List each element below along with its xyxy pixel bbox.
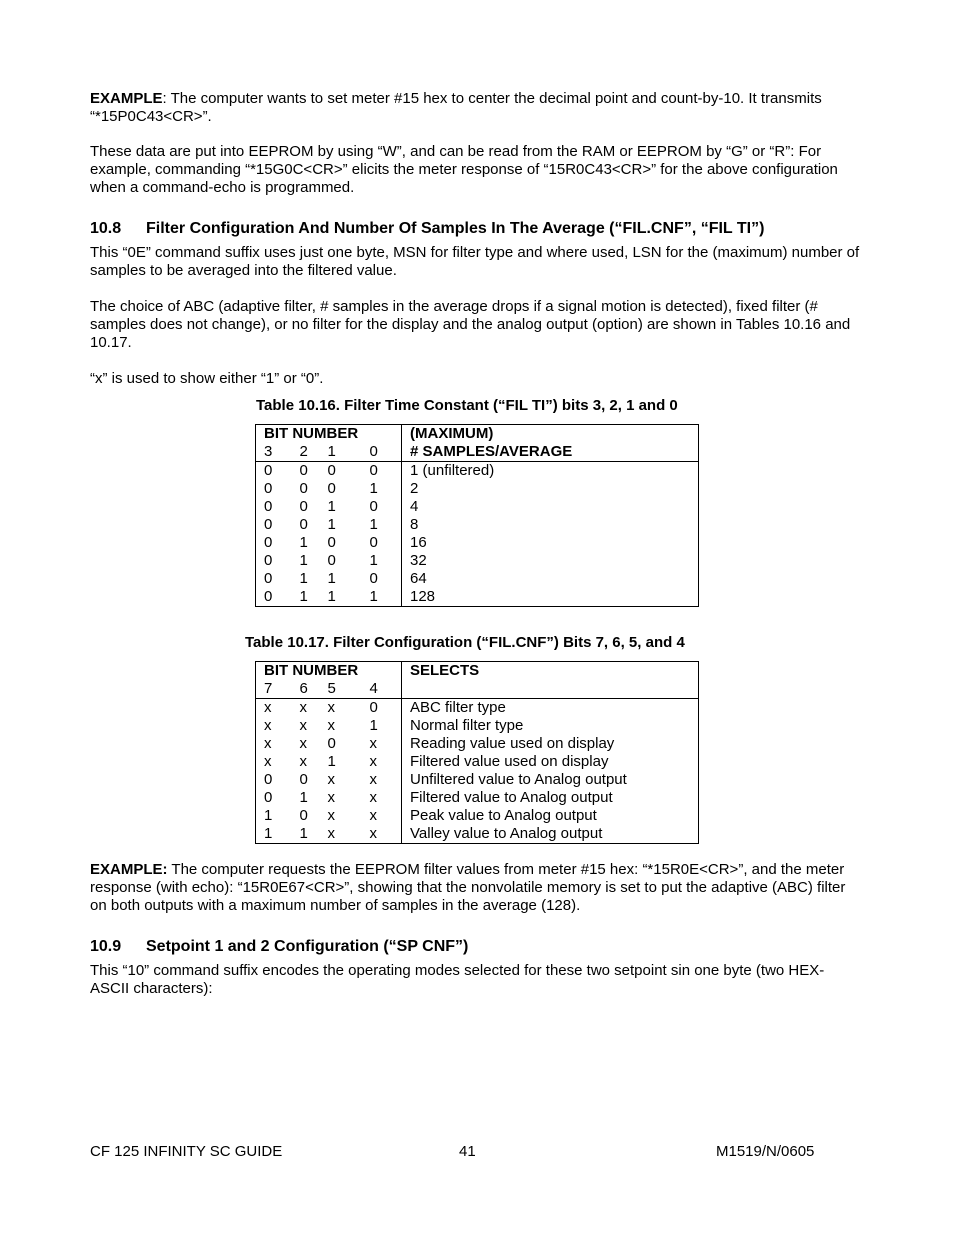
bit-cell: 0	[299, 498, 308, 515]
bit-cell: 0	[369, 498, 378, 515]
bit-cell: x	[327, 825, 335, 842]
eeprom-paragraph: These data are put into EEPROM by using “W”, and can be read from the RAM or EEPROM by “G” or “R”: For example, commanding “*15G0C<CR>” elicits the meter response of “15R0C43<CR>” for the above configuration when a command-echo is programmed.	[90, 143, 838, 196]
bit-cell: 0	[299, 771, 308, 788]
value-cell: Unfiltered value to Analog output	[402, 771, 699, 789]
bit-cell: 1	[299, 552, 308, 569]
bit-cell: 0	[264, 480, 273, 497]
table-row	[256, 570, 699, 588]
bit-cell: 0	[327, 552, 336, 569]
value-cell: 32	[402, 552, 699, 570]
table-10-17	[255, 661, 699, 844]
value-cell: ABC filter type	[402, 699, 699, 718]
section-heading-10-9	[90, 937, 468, 957]
table-row	[256, 717, 699, 735]
bit-cell: 0	[299, 516, 308, 533]
samples-average-header: # SAMPLES/AVERAGE	[402, 443, 699, 462]
bit-header: 7	[256, 680, 292, 699]
selects-header: SELECTS	[402, 662, 699, 681]
bit-cell: 1	[299, 570, 308, 587]
maximum-header: (MAXIMUM)	[402, 425, 699, 444]
bit-cell: x	[327, 807, 335, 824]
value-cell: Filtered value to Analog output	[402, 789, 699, 807]
footer-page-number: 41	[459, 1143, 476, 1160]
bit-cell: x	[369, 771, 377, 788]
section-number: 10.9	[90, 938, 122, 955]
section-title: Setpoint 1 and 2 Configuration (“SP CNF”)	[146, 938, 469, 955]
value-cell: 4	[402, 498, 699, 516]
bit-cell: 1	[299, 789, 308, 806]
bit-cell: 0	[264, 588, 273, 605]
bit-header: 0	[362, 443, 402, 462]
table-row	[256, 699, 699, 718]
bit-cell: 0	[264, 462, 273, 479]
section-title: Filter Configuration And Number Of Samples In The Average (“FIL.CNF”, “FIL TI”)	[146, 220, 765, 237]
table-row	[256, 462, 699, 481]
table-row	[256, 480, 699, 498]
bit-cell: 0	[264, 534, 273, 551]
bit-cell: x	[369, 825, 377, 842]
bit-header: 6	[292, 680, 320, 699]
footer-title: CF 125 INFINITY SC GUIDE	[90, 1143, 283, 1160]
bit-cell: 1	[369, 588, 378, 605]
bit-cell: x	[264, 735, 272, 752]
bit-cell: 0	[264, 789, 273, 806]
value-cell: Normal filter type	[402, 717, 699, 735]
bit-header: 4	[362, 680, 402, 699]
table-row	[256, 516, 699, 534]
bit-cell: 0	[299, 807, 308, 824]
bit-cell: 1	[327, 753, 336, 770]
bit-cell: 1	[327, 570, 336, 587]
bit-number-header: BIT NUMBER	[264, 662, 359, 679]
table-10-17-caption: Table 10.17. Filter Configuration (“FIL.CNF”) Bits 7, 6, 5, and 4	[245, 634, 685, 651]
x-note-paragraph: “x” is used to show either “1” or “0”.	[90, 370, 324, 387]
table-row	[256, 789, 699, 807]
bit-cell: 1	[299, 534, 308, 551]
value-cell: 64	[402, 570, 699, 588]
bit-cell: 0	[264, 771, 273, 788]
example-label: EXAMPLE	[90, 90, 163, 107]
table-row	[256, 771, 699, 789]
bit-cell: 1	[369, 480, 378, 497]
table-row	[256, 735, 699, 753]
bit-cell: x	[327, 699, 335, 716]
bit-cell: 1	[299, 588, 308, 605]
bit-cell: 0	[327, 534, 336, 551]
bit-cell: 1	[369, 717, 378, 734]
selects-header-blank	[402, 680, 699, 699]
bit-header: 1	[320, 443, 362, 462]
bit-cell: 1	[327, 516, 336, 533]
filter-choice-paragraph: The choice of ABC (adaptive filter, # samples in the average drops if a signal motion is detected), fixed filter (# samples does not change), or no filter for the display and the analog output (option) are shown in Tables 10.16 and 10.17.	[90, 298, 851, 351]
bit-cell: 0	[369, 534, 378, 551]
table-row	[256, 534, 699, 552]
value-cell: Valley value to Analog output	[402, 825, 699, 844]
value-cell: 16	[402, 534, 699, 552]
bit-cell: x	[299, 717, 307, 734]
bit-cell: 0	[369, 570, 378, 587]
table-row	[256, 498, 699, 516]
bit-header: 5	[320, 680, 362, 699]
table-10-16-caption: Table 10.16. Filter Time Constant (“FIL TI”) bits 3, 2, 1 and 0	[256, 397, 678, 414]
bit-cell: 1	[264, 807, 273, 824]
table-row	[256, 588, 699, 607]
bit-cell: x	[369, 789, 377, 806]
bit-cell: x	[264, 753, 272, 770]
bit-cell: 0	[264, 570, 273, 587]
bit-cell: x	[327, 717, 335, 734]
bit-header: 2	[292, 443, 320, 462]
bit-cell: 1	[327, 588, 336, 605]
bit-cell: 0	[369, 699, 378, 716]
bit-header: 3	[256, 443, 292, 462]
bit-cell: 0	[299, 480, 308, 497]
bit-cell: 0	[327, 462, 336, 479]
bit-cell: x	[264, 699, 272, 716]
bit-cell: 0	[299, 462, 308, 479]
footer-doc-code: M1519/N/0605	[716, 1143, 815, 1160]
value-cell: 8	[402, 516, 699, 534]
bit-cell: x	[369, 735, 377, 752]
bit-cell: 0	[327, 735, 336, 752]
example-label: EXAMPLE:	[90, 861, 168, 878]
table-10-16	[255, 424, 699, 607]
bit-cell: 1	[264, 825, 273, 842]
bit-cell: x	[299, 699, 307, 716]
bit-cell: x	[369, 807, 377, 824]
value-cell: Reading value used on display	[402, 735, 699, 753]
example-paragraph-1	[90, 90, 860, 126]
bit-number-header: BIT NUMBER	[264, 425, 359, 442]
bit-cell: 1	[369, 516, 378, 533]
value-cell: 128	[402, 588, 699, 607]
value-cell: 1 (unfiltered)	[402, 462, 699, 481]
section-heading-10-8	[90, 219, 764, 239]
bit-cell: 1	[369, 552, 378, 569]
bit-cell: x	[369, 753, 377, 770]
example-text: : The computer wants to set meter #15 hex to center the decimal point and count-by-10. It transmits “*15P0C43<CR>”.	[90, 90, 822, 125]
bit-cell: x	[299, 735, 307, 752]
table-row	[256, 825, 699, 844]
bit-cell: 1	[299, 825, 308, 842]
bit-cell: 0	[327, 480, 336, 497]
bit-cell: x	[299, 753, 307, 770]
table-row	[256, 552, 699, 570]
section-number: 10.8	[90, 220, 122, 237]
bit-cell: x	[327, 771, 335, 788]
table-row	[256, 807, 699, 825]
bit-cell: x	[327, 789, 335, 806]
value-cell: Filtered value used on display	[402, 753, 699, 771]
value-cell: Peak value to Analog output	[402, 807, 699, 825]
bit-cell: x	[264, 717, 272, 734]
bit-cell: 0	[264, 516, 273, 533]
command-10-paragraph: This “10” command suffix encodes the operating modes selected for these two setpoint sin one byte (two HEX-ASCII characters):	[90, 962, 825, 997]
bit-cell: 1	[327, 498, 336, 515]
command-0e-paragraph: This “0E” command suffix uses just one byte, MSN for filter type and where used, LSN for the (maximum) number of samples to be averaged into the filtered value.	[90, 244, 860, 279]
bit-cell: 0	[264, 552, 273, 569]
table-row	[256, 753, 699, 771]
example-text: The computer requests the EEPROM filter values from meter #15 hex: “*15R0E<CR>”, and the meter response (with echo): “15R0E67<CR>”, showing that the nonvolatile memory is set to put the adaptive (ABC) filter on both outputs with a maximum number of samples in the average (128).	[90, 861, 846, 914]
example-paragraph-2	[90, 861, 860, 915]
value-cell: 2	[402, 480, 699, 498]
bit-cell: 0	[264, 498, 273, 515]
bit-cell: 0	[369, 462, 378, 479]
